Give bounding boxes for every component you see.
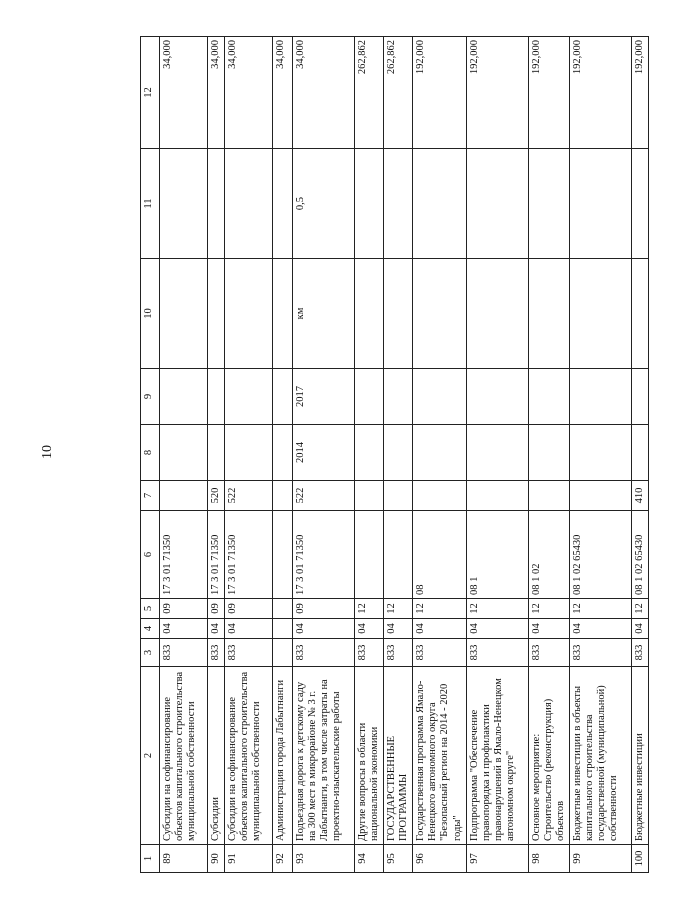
table-cell: 192,000 <box>631 37 648 149</box>
table-cell: 833 <box>413 639 466 667</box>
table-cell: 04 <box>293 619 355 639</box>
table-body <box>160 37 649 873</box>
table-cell <box>355 369 384 425</box>
table-cell <box>413 425 466 481</box>
table-cell: 04 <box>528 619 569 639</box>
table-cell: 2017 <box>293 369 355 425</box>
table-cell: 192,000 <box>528 37 569 149</box>
table-cell: 34,000 <box>293 37 355 149</box>
table-cell <box>631 425 648 481</box>
table-row <box>569 37 631 873</box>
column-header: 3 <box>141 639 160 667</box>
table-row <box>413 37 466 873</box>
table-cell: Субсидии на софинансирование объектов капитального строительства муниципальной собственности <box>225 667 273 845</box>
table-cell: 17 3 01 71350 <box>293 511 355 599</box>
table-cell: 04 <box>355 619 384 639</box>
table-row <box>225 37 273 873</box>
column-header: 6 <box>141 511 160 599</box>
table-cell: 17 3 01 71350 <box>225 511 273 599</box>
table-cell: 12 <box>569 599 631 619</box>
table-cell <box>528 369 569 425</box>
table-cell: Государственная программа Ямало-Ненецкого автономного округа "Безопасный регион на 2014 - 2020 годы" <box>413 667 466 845</box>
table-cell: 34,000 <box>225 37 273 149</box>
table-cell: 12 <box>355 599 384 619</box>
column-header: 7 <box>141 481 160 511</box>
table-cell <box>631 149 648 259</box>
table-cell <box>569 369 631 425</box>
table-cell: 08 <box>413 511 466 599</box>
table-cell: 04 <box>569 619 631 639</box>
table-cell <box>466 149 528 259</box>
table-row <box>528 37 569 873</box>
table-cell: 91 <box>225 845 273 873</box>
table-cell: 192,000 <box>569 37 631 149</box>
table-cell <box>413 259 466 369</box>
table-cell <box>528 481 569 511</box>
table-cell <box>528 149 569 259</box>
table-row <box>208 37 225 873</box>
rotated-table-container <box>140 37 700 873</box>
table-cell <box>569 425 631 481</box>
table-cell: км <box>293 259 355 369</box>
table-cell: 09 <box>225 599 273 619</box>
table-cell <box>208 369 225 425</box>
column-header: 11 <box>141 149 160 259</box>
table-cell <box>273 619 293 639</box>
table-row <box>293 37 355 873</box>
table-cell <box>384 259 413 369</box>
table-cell: 34,000 <box>160 37 208 149</box>
table-cell <box>384 481 413 511</box>
table-cell <box>160 425 208 481</box>
table-cell <box>413 481 466 511</box>
table-cell <box>631 369 648 425</box>
table-cell: ГОСУДАРСТВЕННЫЕ ПРОГРАММЫ <box>384 667 413 845</box>
table-cell <box>528 425 569 481</box>
table-cell <box>466 259 528 369</box>
table-cell: 522 <box>293 481 355 511</box>
table-cell: 0,5 <box>293 149 355 259</box>
table-cell: 12 <box>631 599 648 619</box>
table-cell: 94 <box>355 845 384 873</box>
table-cell <box>384 511 413 599</box>
table-cell: 17 3 01 71350 <box>160 511 208 599</box>
table-cell <box>631 259 648 369</box>
table-cell <box>273 149 293 259</box>
column-header: 10 <box>141 259 160 369</box>
table-cell <box>355 259 384 369</box>
table-cell <box>208 425 225 481</box>
table-cell: 34,000 <box>208 37 225 149</box>
table-cell <box>355 149 384 259</box>
table-cell: 04 <box>413 619 466 639</box>
table-cell: 100 <box>631 845 648 873</box>
table-cell: 93 <box>293 845 355 873</box>
column-header: 1 <box>141 845 160 873</box>
table-cell: Субсидии <box>208 667 225 845</box>
table-cell: 410 <box>631 481 648 511</box>
table-cell: 08 1 02 65430 <box>631 511 648 599</box>
table-cell: 34,000 <box>273 37 293 149</box>
table-cell: 95 <box>384 845 413 873</box>
table-cell: Другие вопросы в области национальной экономики <box>355 667 384 845</box>
table-cell: 98 <box>528 845 569 873</box>
table-cell: 08 1 02 <box>528 511 569 599</box>
table-cell: 04 <box>384 619 413 639</box>
table-cell <box>355 425 384 481</box>
table-cell <box>208 149 225 259</box>
table-cell: 08 1 02 65430 <box>569 511 631 599</box>
column-header: 9 <box>141 369 160 425</box>
table-cell: 2014 <box>293 425 355 481</box>
table-cell: 09 <box>208 599 225 619</box>
table-cell: 833 <box>208 639 225 667</box>
table-cell <box>355 511 384 599</box>
table-cell <box>225 369 273 425</box>
table-cell <box>160 259 208 369</box>
table-cell: Основное мероприятие: Строительство (реконструкция) объектов <box>528 667 569 845</box>
table-cell: 04 <box>225 619 273 639</box>
table-cell <box>569 259 631 369</box>
table-cell: 192,000 <box>413 37 466 149</box>
table-cell: 833 <box>384 639 413 667</box>
table-cell: 833 <box>528 639 569 667</box>
table-cell: 12 <box>384 599 413 619</box>
column-header: 12 <box>141 37 160 149</box>
header-row <box>141 37 160 873</box>
table-cell: 08 1 <box>466 511 528 599</box>
table-cell <box>528 259 569 369</box>
table-cell <box>466 425 528 481</box>
table-row <box>466 37 528 873</box>
column-header: 8 <box>141 425 160 481</box>
table-cell: 17 3 01 71350 <box>208 511 225 599</box>
table-row <box>384 37 413 873</box>
table-cell: 90 <box>208 845 225 873</box>
table-cell: 12 <box>528 599 569 619</box>
table-cell: 833 <box>293 639 355 667</box>
table-cell <box>384 149 413 259</box>
budget-table <box>140 36 649 873</box>
column-header: 5 <box>141 599 160 619</box>
table-row <box>273 37 293 873</box>
table-cell: 12 <box>413 599 466 619</box>
table-cell <box>273 369 293 425</box>
table-cell <box>569 149 631 259</box>
table-cell: 96 <box>413 845 466 873</box>
table-row <box>355 37 384 873</box>
table-cell <box>160 149 208 259</box>
table-cell <box>225 425 273 481</box>
table-cell: 192,000 <box>466 37 528 149</box>
table-cell: 833 <box>569 639 631 667</box>
table-cell <box>208 259 225 369</box>
table-cell: Бюджетные инвестиции в объекты капитального строительства государственной (муниципальной) собственности <box>569 667 631 845</box>
table-cell: Субсидии на софинансирование объектов капитального строительства муниципальной собственности <box>160 667 208 845</box>
table-cell: 833 <box>225 639 273 667</box>
table-cell <box>384 425 413 481</box>
table-cell <box>384 369 413 425</box>
column-header: 2 <box>141 667 160 845</box>
table-cell <box>466 481 528 511</box>
table-row <box>160 37 208 873</box>
table-cell <box>355 481 384 511</box>
table-cell <box>273 639 293 667</box>
column-header: 4 <box>141 619 160 639</box>
table-cell: Подпрограмма "Обеспечение правопорядка и профилактики правонарушений в Ямало-Ненецком автономном округе" <box>466 667 528 845</box>
table-cell: 04 <box>631 619 648 639</box>
table-cell: 04 <box>208 619 225 639</box>
table-cell: 92 <box>273 845 293 873</box>
table-cell: 262,862 <box>355 37 384 149</box>
table-cell <box>160 481 208 511</box>
table-cell <box>569 481 631 511</box>
table-cell: 833 <box>466 639 528 667</box>
table-cell: 89 <box>160 845 208 873</box>
table-cell: 520 <box>208 481 225 511</box>
table-cell: 09 <box>293 599 355 619</box>
table-cell <box>273 425 293 481</box>
table-cell: 833 <box>631 639 648 667</box>
table-cell: 262,862 <box>384 37 413 149</box>
table-cell <box>273 599 293 619</box>
table-cell: Подъездная дорога к детскому саду на 300 мест в микрорайоне № 3 г. Лабытнанги, в том числе затраты на проектно-изыскательские работы <box>293 667 355 845</box>
table-cell: 833 <box>355 639 384 667</box>
table-cell: 09 <box>160 599 208 619</box>
table-cell: 522 <box>225 481 273 511</box>
table-cell: 12 <box>466 599 528 619</box>
table-cell <box>273 259 293 369</box>
table-cell <box>273 511 293 599</box>
table-cell: 04 <box>466 619 528 639</box>
table-cell: 97 <box>466 845 528 873</box>
table-cell: Администрация города Лабытнанги <box>273 667 293 845</box>
table-cell <box>273 481 293 511</box>
table-row <box>631 37 648 873</box>
table-cell: Бюджетные инвестиции <box>631 667 648 845</box>
table-cell <box>413 149 466 259</box>
table-cell <box>160 369 208 425</box>
table-cell: 833 <box>160 639 208 667</box>
table-cell: 99 <box>569 845 631 873</box>
table-cell <box>225 149 273 259</box>
page-number: 10 <box>40 445 55 459</box>
table-cell <box>413 369 466 425</box>
table-cell <box>225 259 273 369</box>
table-cell: 04 <box>160 619 208 639</box>
table-cell <box>466 369 528 425</box>
